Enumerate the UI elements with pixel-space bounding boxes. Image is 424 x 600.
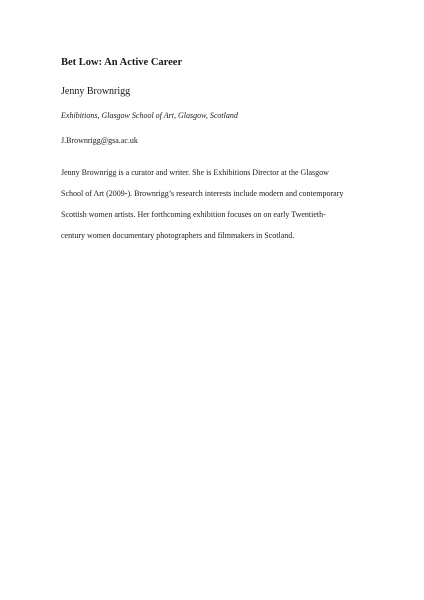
bio-line: Scottish women artists. Her forthcoming exhibition focuses on on early Twentieth- bbox=[61, 210, 326, 219]
article-title: Bet Low: An Active Career bbox=[61, 57, 183, 68]
author-email: J.Brownrigg@gsa.ac.uk bbox=[61, 136, 138, 145]
author-affiliation: Exhibitions, Glasgow School of Art, Glasgow, Scotland bbox=[61, 111, 238, 120]
bio-line: century women documentary photographers and filmmakers in Scotland. bbox=[61, 231, 295, 240]
author-name: Jenny Brownrigg bbox=[61, 86, 131, 97]
bio-line: Jenny Brownrigg is a curator and writer. She is Exhibitions Director at the Glasgow bbox=[61, 168, 329, 177]
bio-line: School of Art (2009-). Brownrigg’s research interests include modern and contemporary bbox=[61, 189, 344, 198]
